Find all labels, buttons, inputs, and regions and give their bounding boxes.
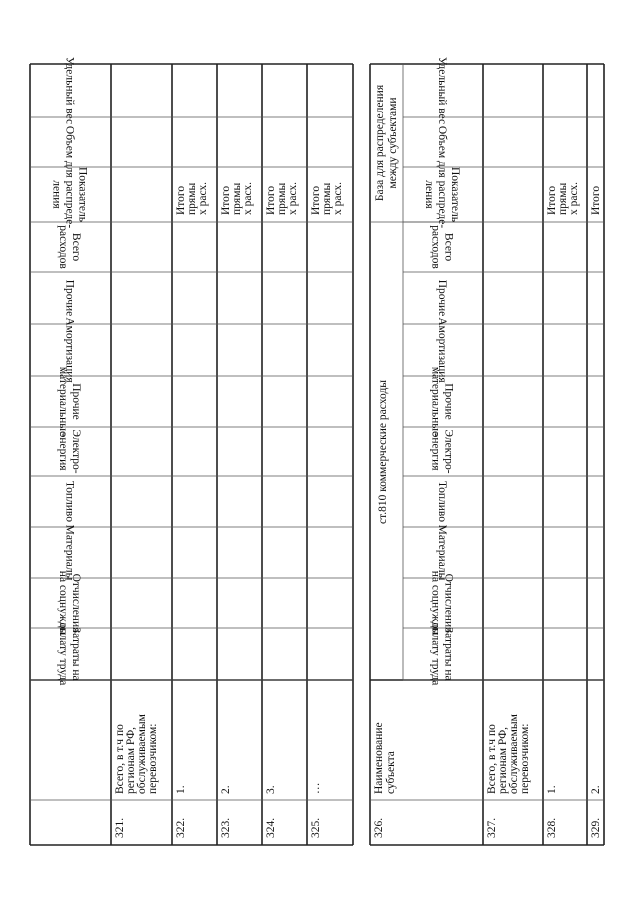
t1-row-number: 323. xyxy=(220,817,232,838)
t1-header-text: Показатель xyxy=(76,166,89,223)
t2-header-text: оплату труда xyxy=(429,622,442,686)
t1-row-indicator: Итого xyxy=(220,185,232,215)
t2-header-text: Объем xyxy=(436,125,448,159)
t1-row-name: 1. xyxy=(175,785,187,794)
t2-row-name: 1. xyxy=(546,785,558,794)
t2-header-text: Показатель xyxy=(449,166,461,223)
t2-row-indicator: прямы xyxy=(557,182,569,215)
t1-row-indicator: х расх. xyxy=(332,181,344,215)
t2-header-text: Всего xyxy=(442,232,455,262)
t1-row-indicator: Итого xyxy=(175,185,187,215)
t1-header-text: Затраты на xyxy=(70,627,82,681)
t2-header-text: Затраты на xyxy=(442,627,455,681)
t1-row-number: 322. xyxy=(175,817,187,838)
t2-group-header: ст.810 коммерческие расходы xyxy=(377,379,389,525)
t1-header-text: Всего xyxy=(70,232,82,262)
t2-row-indicator: х расх. xyxy=(568,181,580,215)
t2-header-text: Топливо xyxy=(436,480,448,523)
t1-header-text: Отчисления xyxy=(70,573,82,633)
t2-header-text: Прочие xyxy=(436,279,448,317)
t1-row-indicator: прямы xyxy=(186,182,198,215)
t1-row-name: Всего, в т.ч по xyxy=(114,724,126,794)
t2-header-text: Материалы xyxy=(436,524,448,581)
t2-header-text: Удельный вес xyxy=(436,56,448,125)
t1-row-number: 325. xyxy=(310,817,322,838)
t2-row-name: регионам РФ, xyxy=(497,726,509,794)
t2-row-name: Всего, в т.ч по xyxy=(486,724,498,794)
t2-header-text: материальные xyxy=(429,366,442,437)
t1-header-text: Удельный вес xyxy=(63,56,76,125)
t1-row-name: обслуживаемым xyxy=(136,714,148,794)
t2-header-text: расходов xyxy=(429,225,442,269)
t2-header-text: для распреде- xyxy=(436,160,448,229)
t1-row-name: … xyxy=(310,782,322,794)
t1-row-indicator: х расх. xyxy=(197,181,209,215)
t2-row-number: 328. xyxy=(546,817,558,838)
t2-row-indicator: Итого xyxy=(546,185,558,215)
t2-row-number: 327. xyxy=(486,817,498,838)
t2-header-number: 326. xyxy=(373,817,385,838)
t1-row-indicator: прямы xyxy=(231,182,243,215)
t1-row-name: 3. xyxy=(265,785,277,794)
t1-row-indicator: х расх. xyxy=(242,181,254,215)
t2-header-text: Амортизация xyxy=(436,317,448,383)
t1-header-text: Амортизация xyxy=(63,317,76,383)
t1-header-text: на соцнужды xyxy=(57,570,69,636)
t2-row-indicator: Итого xyxy=(590,185,602,215)
t1-row-number: 321. xyxy=(114,817,126,838)
t1-row-indicator: Итого xyxy=(265,185,277,215)
t1-row-indicator: Итого xyxy=(310,185,322,215)
t1-header-text: Объем xyxy=(63,125,76,159)
t2-row-name: обслуживаемым xyxy=(508,714,520,794)
t2-name-header: субъекта xyxy=(385,751,397,794)
t1-row-name: перевозчиком: xyxy=(147,723,159,794)
t2-row-number: 329. xyxy=(590,817,602,838)
t2-header-text: Электро- xyxy=(442,429,455,474)
t1-header-text: энергия xyxy=(57,432,69,471)
t1-row-indicator: прямы xyxy=(276,182,288,215)
t1-header-text: оплату труда xyxy=(57,622,69,686)
t1-header-text: Прочие xyxy=(70,383,82,420)
t1-row-number: 324. xyxy=(265,817,277,838)
t1-header-text: расходов xyxy=(57,225,69,269)
t2-name-header: Наименование xyxy=(373,722,385,794)
t1-row-name: 2. xyxy=(220,785,232,794)
t2-row-name: 2. xyxy=(590,785,602,794)
t1-header-text: Топливо xyxy=(63,480,76,523)
t1-header-text: Материалы xyxy=(63,524,76,581)
t1-header-text: материальные xyxy=(57,366,69,437)
t2-header-text: ления xyxy=(423,180,435,209)
t2-row-name: перевозчиком: xyxy=(519,723,531,794)
t1-header-text: Электро- xyxy=(70,429,82,474)
t2-header-text: Отчисления xyxy=(442,573,455,633)
t2-base-header: между субъектами xyxy=(387,97,399,189)
t1-row-indicator: прямы xyxy=(321,182,333,215)
t1-header-text: ления xyxy=(50,180,63,209)
t1-header-text: Прочие xyxy=(63,279,76,317)
t2-base-header: База для распределения xyxy=(374,84,386,202)
t1-header-text: для распреде- xyxy=(63,160,76,229)
t1-row-indicator: х расх. xyxy=(287,181,299,215)
t2-header-text: Прочие xyxy=(442,383,455,420)
t2-header-text: энергия xyxy=(429,432,442,471)
t1-row-name: регионам РФ, xyxy=(125,726,137,794)
t2-header-text: на соцнужды xyxy=(429,570,442,636)
